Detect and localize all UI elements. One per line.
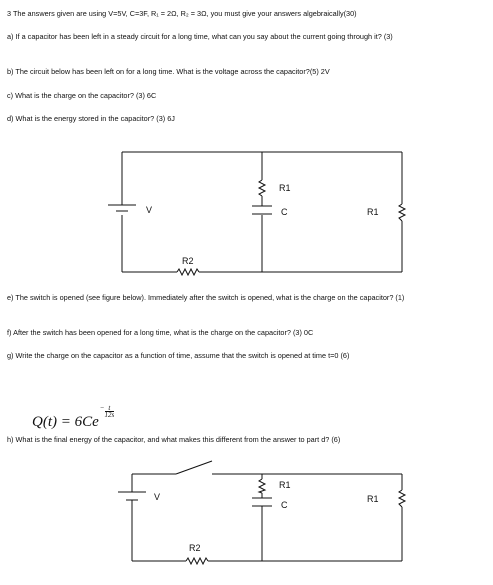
part-g: g) Write the charge on the capacitor as a function of time, assume that the switch is opened at time t=0 (6)	[7, 351, 350, 360]
circuit2-battery-symbol	[118, 492, 146, 500]
circuit1-r1-mid-label: R1	[279, 183, 291, 193]
part-h: h) What is the final energy of the capacitor, and what makes this different from the answer to part d? (6)	[7, 435, 341, 444]
circuit2-capacitor-label: C	[281, 500, 288, 510]
exponent-denominator: 12s	[104, 411, 115, 419]
circuit2-r1-right-label: R1	[367, 494, 379, 504]
circuit2-battery-label: V	[154, 492, 161, 502]
part-c: c) What is the charge on the capacitor? (3) 6C	[7, 91, 157, 100]
circuit1-capacitor-label: C	[281, 207, 288, 217]
exponent-numerator: t	[105, 405, 115, 412]
formula-lhs: Q(t) = 6Ce	[32, 414, 99, 430]
circuit1-resistor-mid	[259, 180, 265, 196]
part-d: d) What is the energy stored in the capacitor? (3) 6J	[7, 114, 175, 123]
circuit1-resistor-right	[399, 204, 405, 221]
circuit2-resistor-mid	[259, 479, 265, 493]
circuit1-r2-label: R2	[182, 256, 194, 266]
circuit1-capacitor-symbol	[252, 206, 272, 214]
circuit2-resistor-right	[399, 490, 405, 507]
circuit1-battery-symbol	[108, 205, 136, 211]
part-e: e) The switch is opened (see figure below). Immediately after the switch is opened, what is the charge on the capacitor? (1)	[7, 293, 405, 302]
circuit1-r1-right-label: R1	[367, 207, 379, 217]
circuit2-wires	[132, 461, 402, 561]
circuit1-battery-label: V	[146, 205, 153, 215]
part-f: f) After the switch has been opened for a long time, what is the charge on the capacitor? (3) 0C	[7, 328, 314, 337]
circuit2-capacitor-symbol	[252, 498, 272, 506]
circuit2-r2-label: R2	[189, 543, 201, 553]
circuit2-resistor-bottom	[186, 558, 208, 564]
circuit2-r1-mid-label: R1	[279, 480, 291, 490]
part-b: b) The circuit below has been left on for a long time. What is the voltage across the capacitor?(5) 2V	[7, 67, 330, 76]
question-header: 3 The answers given are using V=5V, C=3F, R₁ = 2Ω, R₂ = 3Ω, you must give your answers algebraically(30)	[7, 9, 357, 18]
exponent-sign: −	[99, 404, 105, 412]
circuit1-resistor-bottom	[177, 269, 199, 275]
circuit1-wires	[122, 152, 402, 272]
part-a: a) If a capacitor has been left in a steady circuit for a long time, what can you say about the current going through it? (3)	[7, 32, 393, 41]
